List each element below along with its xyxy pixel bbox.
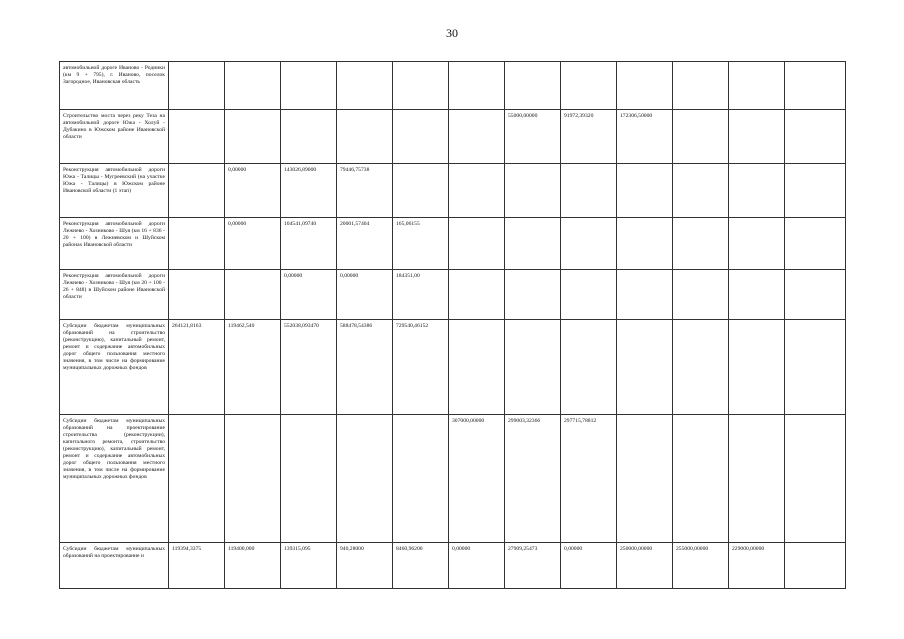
value-cell [449,320,505,415]
row-name-cell: автомобильной дороге Иваново - Родники (км 9 + 795), г. Иваново, поселок Загородное, Ивановская область [60,62,169,110]
value-cell [169,110,225,164]
row-name-cell: Реконструкция автомобильной дороги Лежнево - Хозниково - Шуя (км 16 + 836 - 20 + 100) в Лежневском и Шуйском районах Ивановской области [60,218,169,270]
value-cell [729,270,785,320]
value-cell [729,164,785,218]
value-cell [673,218,729,270]
value-cell [561,62,617,110]
value-cell [281,110,337,164]
value-cell [673,110,729,164]
value-cell [617,270,673,320]
value-cell [225,415,281,543]
value-cell [617,62,673,110]
value-cell: 184351,00 [393,270,449,320]
value-cell [505,164,561,218]
value-cell: 229000,00000 [729,543,785,589]
table-row [60,164,846,218]
value-cell [673,164,729,218]
value-cell [393,62,449,110]
value-cell: 119394,3375 [169,543,225,589]
value-cell: 255000,00000 [673,543,729,589]
value-cell: 91972,39320 [561,110,617,164]
value-cell: 8460,96200 [393,543,449,589]
value-cell [449,270,505,320]
row-name-cell: Субсидии бюджетам муниципальных образований на строительство (реконструкцию), капитальный ремонт, ремонт и содержание автомобильных дорог общего пользования местного значения, в том числе на формирование муниципальных дорожных фондов [60,320,169,415]
table-body [60,62,846,589]
value-cell [169,164,225,218]
value-cell [785,110,846,164]
row-name-cell: Реконструкция автомобильной дороги Южа - Талицы - Мугреевский (на участке Южа - Талицы) в Южском районе Ивановской области (1 этап) [60,164,169,218]
value-cell: 264121,8163 [169,320,225,415]
value-cell [337,415,393,543]
value-cell: 940,28000 [337,543,393,589]
value-cell: 552038,093470 [281,320,337,415]
value-cell [785,164,846,218]
value-cell [281,415,337,543]
table-row [60,218,846,270]
value-cell [337,110,393,164]
value-cell [225,270,281,320]
value-cell [561,270,617,320]
value-cell [561,164,617,218]
value-cell [505,62,561,110]
value-cell [337,62,393,110]
value-cell: 165,06155 [393,218,449,270]
value-cell [393,110,449,164]
table-row [60,415,846,543]
row-name-cell: Субсидии бюджетам муниципальных образований на проектирование строительства (реконструкции), капитального ремонта, строительство (реконструкцию), капитальный ремонт, ремонт и содержание автомобильных дорог общего пользования местного значения, в том числе на формирование муниципальных дорожных фондов [60,415,169,543]
value-cell [505,218,561,270]
budget-table [59,61,846,589]
value-cell [225,62,281,110]
value-cell [673,320,729,415]
value-cell [169,270,225,320]
value-cell: 0,00000 [561,543,617,589]
row-name-cell: Субсидии бюджетам муниципальных образований на проектирование и [60,543,169,589]
value-cell: 27909,25473 [505,543,561,589]
value-cell [729,218,785,270]
value-cell [673,415,729,543]
value-cell: 139315,095 [281,543,337,589]
value-cell: 79446,75738 [337,164,393,218]
table-row [60,110,846,164]
value-cell [449,164,505,218]
value-cell [617,320,673,415]
table-row [60,62,846,110]
value-cell [505,270,561,320]
value-cell: 0,00000 [225,218,281,270]
value-cell [561,218,617,270]
value-cell: 0,00000 [337,270,393,320]
value-cell: 0,00000 [225,164,281,218]
value-cell [785,543,846,589]
value-cell: 588478,54386 [337,320,393,415]
value-cell: 297715,78812 [561,415,617,543]
value-cell [785,218,846,270]
value-cell [729,415,785,543]
value-cell [785,320,846,415]
value-cell [729,110,785,164]
value-cell [449,218,505,270]
value-cell: 104541,09740 [281,218,337,270]
table-row [60,270,846,320]
row-name-cell: Строительство моста через реку Теза на автомобильной дороге Южа - Холуй - Дубакино в Южском районе Ивановской области [60,110,169,164]
value-cell [617,415,673,543]
value-cell [225,110,281,164]
value-cell [169,218,225,270]
value-cell: 307000,00000 [449,415,505,543]
value-cell: 172306,50000 [617,110,673,164]
value-cell [281,62,337,110]
value-cell [393,164,449,218]
value-cell: 55000,00000 [505,110,561,164]
value-cell [617,164,673,218]
value-cell: 119400,000 [225,543,281,589]
value-cell [505,320,561,415]
value-cell [673,270,729,320]
table-row [60,543,846,589]
value-cell [729,62,785,110]
page-number: 30 [446,26,458,40]
value-cell [617,218,673,270]
value-cell [729,320,785,415]
value-cell: 119462,540 [225,320,281,415]
value-cell [449,62,505,110]
value-cell [785,270,846,320]
value-cell [785,62,846,110]
value-cell [673,62,729,110]
value-cell: 0,00000 [281,270,337,320]
value-cell: 729540,46152 [393,320,449,415]
value-cell [449,110,505,164]
table-row [60,320,846,415]
row-name-cell: Реконструкция автомобильной дороги Лежнево - Хозниково - Шуя (км 20 + 100 - 26 + 848) в Шуйском районе Ивановской области [60,270,169,320]
value-cell [169,415,225,543]
value-cell [785,415,846,543]
value-cell: 0,00000 [449,543,505,589]
value-cell [169,62,225,110]
value-cell: 250000,00000 [617,543,673,589]
value-cell [393,415,449,543]
value-cell: 143026,89000 [281,164,337,218]
value-cell: 299003,32366 [505,415,561,543]
value-cell: 20001,57404 [337,218,393,270]
value-cell [561,320,617,415]
